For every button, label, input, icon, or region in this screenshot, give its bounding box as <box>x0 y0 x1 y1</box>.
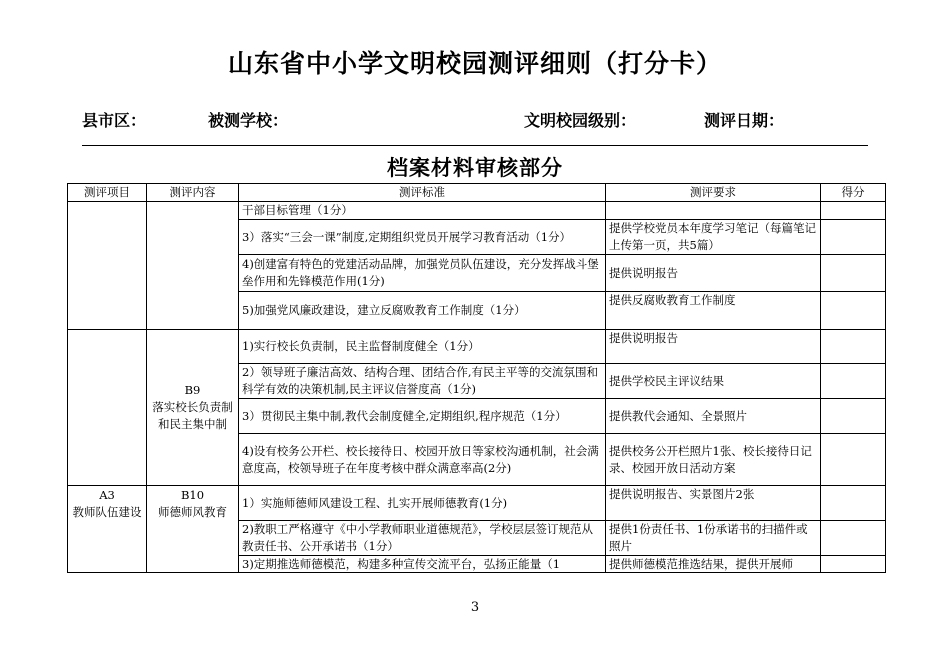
header-standard: 测评标准 <box>239 184 606 202</box>
requirement-cell: 提供反腐败教育工作制度 <box>606 292 821 330</box>
content-code: B9 <box>184 383 201 397</box>
requirement-text: 提供师德模范推选结果，提供开展师 <box>609 557 793 571</box>
evaluation-table <box>67 183 886 573</box>
score-cell[interactable] <box>821 364 886 399</box>
level-label: 文明校园级别： <box>524 111 637 130</box>
page-title: 山东省中小学文明校园测评细则（打分卡） <box>227 49 722 78</box>
requirement-cell: 提供教代会通知、全景照片 <box>606 399 821 434</box>
header-score: 得分 <box>821 184 886 202</box>
score-cell[interactable] <box>821 521 886 556</box>
score-cell[interactable] <box>821 399 886 434</box>
standard-cell: 4)创建富有特色的党建活动品牌，加强党员队伍建设，充分发挥战斗堡垒作用和先锋模范作用(1分) <box>239 255 606 292</box>
item-cell-a3 <box>68 486 147 573</box>
standard-cell: 2)教职工严格遵守《中小学教师职业道德规范》，学校层层签订规范从教责任书、公开承诺书（1分） <box>239 521 606 556</box>
page-number: 3 <box>470 600 480 615</box>
score-cell[interactable] <box>821 202 886 220</box>
content-cell-b10 <box>147 486 239 573</box>
county-label: 县市区： <box>82 111 147 130</box>
score-cell[interactable] <box>821 255 886 292</box>
requirement-cell: 提供说明报告 <box>606 330 821 364</box>
score-cell[interactable] <box>821 292 886 330</box>
standard-cell: 3）落实“三会一课”制度,定期组织党员开展学习教育活动（1分） <box>239 220 606 255</box>
standard-cell <box>239 556 606 573</box>
standard-cell: 5)加强党风廉政建设，建立反腐败教育工作制度（1分） <box>239 292 606 330</box>
school-label: 被测学校： <box>208 111 289 130</box>
requirement-cell: 提供说明报告、实景图片2张 <box>606 486 821 521</box>
score-cell[interactable] <box>821 330 886 364</box>
score-cell[interactable] <box>821 220 886 255</box>
requirement-cell: 提供学校党员本年度学习笔记（每篇笔记上传第一页，共5篇） <box>606 220 821 255</box>
score-cell[interactable] <box>821 486 886 521</box>
item-cell-empty <box>68 202 147 330</box>
table-header-row <box>68 184 886 202</box>
content-code: B10 <box>180 488 205 502</box>
standard-cell: 2）领导班子廉洁高效、结构合理、团结合作,有民主平等的交流氛围和科学有效的决策机制,民主评议信誉度高（1分) <box>239 364 606 399</box>
requirement-cell: 提供说明报告 <box>606 255 821 292</box>
requirement-cell: 提供校务公开栏照片1张、校长接待日记录、校园开放日活动方案 <box>606 434 821 486</box>
content-name: 师德师风教育 <box>158 505 227 519</box>
section-title: 档案材料审核部分 <box>387 156 563 180</box>
score-cell[interactable] <box>821 556 886 573</box>
table-row <box>68 330 886 364</box>
header-item: 测评项目 <box>68 184 147 202</box>
standard-cell: 1)实行校长负责制，民主监督制度健全（1分） <box>239 330 606 364</box>
requirement-cell <box>606 556 821 573</box>
header-divider <box>82 145 868 146</box>
standard-cell: 1）实施师德师风建设工程、扎实开展师德教育(1分) <box>239 486 606 521</box>
score-cell[interactable] <box>821 434 886 486</box>
requirement-cell: 提供学校民主评议结果 <box>606 364 821 399</box>
header-content: 测评内容 <box>147 184 239 202</box>
item-cell-empty <box>68 330 147 486</box>
standard-cell: 4)设有校务公开栏、校长接待日、校园开放日等家校沟通机制，社会满意度高，校领导班子在年度考核中群众满意率高(2分) <box>239 434 606 486</box>
content-name: 落实校长负责制和民主集中制 <box>152 400 233 431</box>
requirement-cell <box>606 202 821 220</box>
date-label: 测评日期： <box>704 111 785 130</box>
item-name: 教师队伍建设 <box>72 505 142 519</box>
content-cell-b9 <box>147 330 239 486</box>
content-cell-empty <box>147 202 239 330</box>
item-code: A3 <box>99 488 115 502</box>
table-row <box>68 202 886 220</box>
standard-cell: 干部目标管理（1分） <box>239 202 606 220</box>
table-row <box>68 486 886 521</box>
standard-text: 3)定期推选师德模范，构建多种宣传交流平台，弘扬正能量（1 <box>242 557 561 571</box>
standard-cell: 3）贯彻民主集中制,教代会制度健全,定期组织,程序规范（1分） <box>239 399 606 434</box>
requirement-cell: 提供1份责任书、1份承诺书的扫描件或照片 <box>606 521 821 556</box>
header-requirement: 测评要求 <box>606 184 821 202</box>
